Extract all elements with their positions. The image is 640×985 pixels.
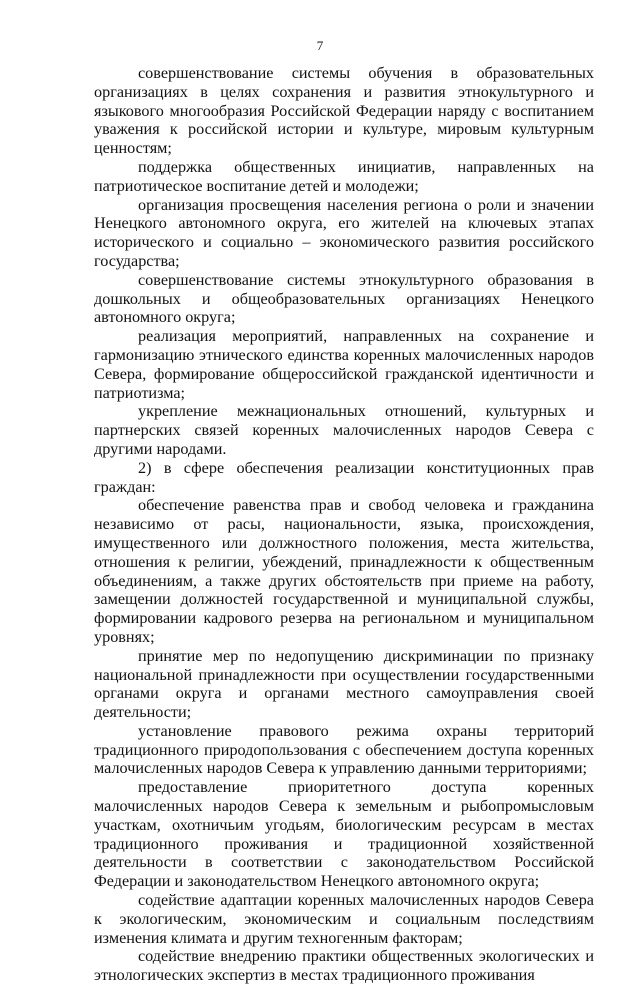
page-number: 7 (316, 38, 324, 53)
paragraph-equal-rights: обеспечение равенства прав и свобод человека и гражданина независимо от расы, национальности, языка, происхождения, имущественного или должностного положения, места жительства, отношения к религии, убеждений, принадлежности к общественным объединениям, а также других обстоятельств при приеме на работу, замещении должностей государственной и муниципальной службы, формировании кадрового резерва на региональном и муниципальном уровнях; (94, 496, 594, 646)
paragraph-ecological-expertise: содействие внедрению практики общественных экологических и этнологических экспертиз в местах традиционного проживания (94, 947, 594, 985)
paragraph-non-discrimination: принятие мер по недопущению дискриминации по признаку национальной принадлежности при осуществлении государственными органами округа и органами местного самоуправления своей деятельности; (94, 646, 594, 722)
paragraph-interethnic-relations: укрепление межнациональных отношений, культурных и партнерских связей коренных малочисленных народов Севера с другими народами. (94, 402, 594, 458)
paragraph-ethnocultural-education: совершенствование системы этнокультурного образования в дошкольных и общеобразовательных организациях Ненецкого автономного округа; (94, 270, 594, 327)
paragraph-education-system: совершенствование системы обучения в образовательных организациях в целях сохранения и развития этнокультурного и языкового многообразия Российской Федерации наряду с воспитанием уважения к российской истории и культуре, мировым культурным ценностям; (94, 64, 594, 158)
paragraph-public-initiatives: поддержка общественных инициатив, направленных на патриотическое воспитание детей и молодежи; (94, 157, 594, 195)
paragraph-priority-access: предоставление приоритетного доступа коренных малочисленных народов Севера к земельным и рыбопромысловым участкам, охотничьим угодьям, биологическим ресурсам в местах традиционного проживания и традиционной хозяйственной деятельности в соответствии с законодательством Российской Федерации и законодательством Ненецкого автономного округа; (94, 778, 594, 891)
paragraph-protected-territories: установление правового режима охраны территорий традиционного природопользования с обеспечением доступа коренных малочисленных народов Севера к управлению данными территориями; (94, 721, 594, 778)
section-heading-constitutional-rights: 2) в сфере обеспечения реализации конституционных прав граждан: (94, 458, 594, 496)
paragraph-public-enlightenment: организация просвещения населения региона о роли и значении Ненецкого автономного округа, его жителей на ключевых этапах исторического и социально – экономического развития российского государства; (94, 195, 594, 270)
paragraph-climate-adaptation: содействие адаптации коренных малочисленных народов Севера к экологическим, экономическим и социальным последствиям изменения климата и другим техногенным факторам; (94, 891, 594, 947)
paragraph-ethnic-unity: реализация мероприятий, направленных на сохранение и гармонизацию этнического единства коренных малочисленных народов Севера, формирование общероссийской гражданской идентичности и патриотизма; (94, 327, 594, 402)
document-body (94, 64, 594, 985)
